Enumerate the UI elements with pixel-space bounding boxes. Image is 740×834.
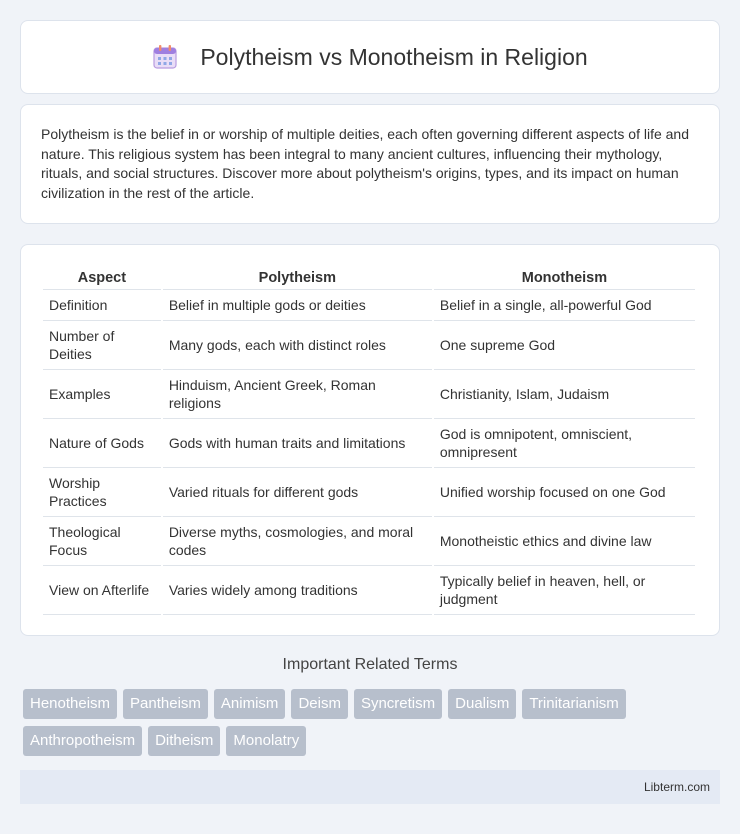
table-row: [43, 565, 695, 615]
table-header-row: [43, 267, 695, 289]
tag-henotheism[interactable]: Henotheism: [23, 689, 117, 719]
intro-card: [20, 104, 720, 224]
table-cell: Definition: [43, 289, 161, 320]
comparison-table: [41, 267, 697, 615]
table-cell: Nature of Gods: [43, 418, 161, 467]
table-cell: Diverse myths, cosmologies, and moral codes: [163, 516, 432, 565]
table-header-aspect: Aspect: [77, 270, 127, 286]
tag-pantheism[interactable]: Pantheism: [123, 689, 208, 719]
tag-monolatry[interactable]: Monolatry: [226, 726, 306, 756]
comparison-table-card: [20, 244, 720, 636]
tag-anthropotheism[interactable]: Anthropotheism: [23, 726, 142, 756]
table-row: [43, 369, 695, 418]
table-cell: God is omnipotent, omniscient, omnipresent: [434, 418, 695, 467]
table-cell: Hinduism, Ancient Greek, Roman religions: [163, 369, 432, 418]
table-row: [43, 467, 695, 516]
related-terms-title: Important Related Terms: [282, 656, 458, 673]
tag-dualism[interactable]: Dualism: [448, 689, 516, 719]
table-cell: Belief in multiple gods or deities: [163, 289, 432, 320]
table-cell: Many gods, each with distinct roles: [163, 320, 432, 369]
tag-animism[interactable]: Animism: [214, 689, 286, 719]
intro-text: Polytheism is the belief in or worship of multiple deities, each often governing different aspects of life and nature. This religious system has been integral to many ancient cultures, influencing their mythology, rituals, and social structures. Discover more about polytheism's origins, types, and its impact on human civilization in the rest of the article.: [41, 126, 689, 201]
table-row: [43, 516, 695, 565]
table-cell: Number of Deities: [43, 320, 161, 369]
table-row: [43, 289, 695, 320]
table-cell: Examples: [43, 369, 161, 418]
table-cell: View on Afterlife: [43, 565, 161, 615]
tag-ditheism[interactable]: Ditheism: [148, 726, 220, 756]
table-cell: Belief in a single, all-powerful God: [434, 289, 695, 320]
table-cell: Typically belief in heaven, hell, or judgment: [434, 565, 695, 615]
table-cell: One supreme God: [434, 320, 695, 369]
page-title: Polytheism vs Monotheism in Religion: [200, 43, 588, 70]
footer: [20, 770, 720, 804]
table-cell: Worship Practices: [43, 467, 161, 516]
tag-syncretism[interactable]: Syncretism: [354, 689, 442, 719]
table-header-polytheism: Polytheism: [258, 270, 337, 286]
tag-trinitarianism[interactable]: Trinitarianism: [522, 689, 625, 719]
table-cell: Unified worship focused on one God: [434, 467, 695, 516]
calendar-icon: [152, 44, 178, 70]
table-row: [43, 320, 695, 369]
header-card: [20, 20, 720, 94]
table-header-monotheism: Monotheism: [521, 270, 608, 286]
related-terms-tags: [23, 689, 723, 756]
table-cell: Monotheistic ethics and divine law: [434, 516, 695, 565]
table-cell: Varied rituals for different gods: [163, 467, 432, 516]
tag-deism[interactable]: Deism: [291, 689, 348, 719]
table-cell: Varies widely among traditions: [163, 565, 432, 615]
footer-brand-link[interactable]: Libterm.com: [643, 780, 710, 794]
table-row: [43, 418, 695, 467]
table-cell: Christianity, Islam, Judaism: [434, 369, 695, 418]
table-cell: Theological Focus: [43, 516, 161, 565]
table-cell: Gods with human traits and limitations: [163, 418, 432, 467]
